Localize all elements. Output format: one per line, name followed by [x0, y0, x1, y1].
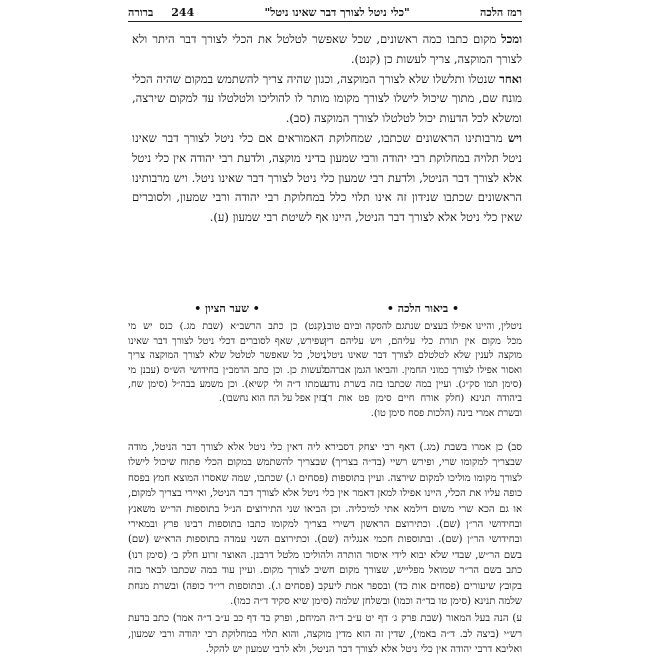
main-text: [132, 30, 522, 228]
header-rule: [128, 21, 522, 22]
biur-halacha-column: [324, 302, 522, 421]
shaar-hatziyun-column: [128, 302, 326, 407]
footnote: ע) הנה בעל המאור (שבת פרק ג׳ דף יט ע״ב ד״ה המיחם, ופרק בד דף כב ע״ב ד״ה אמר) כתב בדעת רש״י (ביצה לב. ד״ה באמי), שדין זה הוא מדין מוקצה, והוא תלוי במחלוקת רבי יהודה ורבי שמעון, ואליבא דרבי יהודה אין כלי ניטל אלא לצורך דבר הניטל, ולא לרבי שמעון יש להקל.: [128, 613, 522, 656]
paragraph-text: מרבותינו הראשונים שכתבו, שמחלוקת האמוראים אם כלי ניטל לצורך דבר שאינו ניטל תלויה במחלוקת רבי יהודה ורבי שמעון בדיני מוקצה, ולדעת רבי יהודה אין כלי ניטל אלא לצורך דבר הניטל, ולדעת רבי שמעון כלי ניטל לצורך דבר שאינו ניטל. ויש מרבותינו הראשונים שכתבו שנידון זה אינו תלוי כלל במחלוקת רבי יהודה ורבי שמעון, ולסוברים שאין כלי ניטל אלא לצורך דבר הניטל, היינו אף לשיטת רבי שמעון (ע).: [132, 130, 522, 225]
column-text: ניטלין, והיינו אפילו בעצים שנתגם להסקה וביום טוב. מכל מקום אין תורת כלי עליהם, ויש עליהם דין מוקצה לענין שלא לטלטלם לצורך דבר שאינו ניטל, ואסור אפילו לצורך כמוני החמין. והביאו הגמן אברהם (סימן תמו סק״ג). ועיין במה שכתבו בזה בשרת נודע ביהודה תנינא (חלק אורח חיים סימן פט אות ד) ובשרת אמרי בינה (הלכות פסח סימן טו).: [324, 321, 522, 419]
column-text: (קנט) כן כתב הרשב״א (שבת מג.) כנס יש מי שפירש, שאף לסוברים דכלי ניטל לצורך דבר שאינו ניטל, כל שאפשר לטלטל שלא לצורך המוקצה צריך לעשות כן. וכן כתב הרמב״ן בחידושי הש״ס (עבנן מי שמתו ד״ה ולי קשיא). וכן משמע בבה״ל (סימן שח, בזין אפל על הח הוא נחשבו).: [128, 321, 326, 405]
column-heading: • שער הציון •: [194, 302, 260, 315]
page-number: 244: [171, 5, 195, 19]
running-title: רמז הלכה: [480, 5, 522, 19]
paragraph-text: שנטלו ותלשלו שלא לצורך המוקצה, וכגון שהיה צריך להשתמש במקום שהיה הכלי מונח שם, מתוך שיכול לישלו לצורך מקומו מותר לו להוליכו ולטלטלו עד למקום שירצה, ומשלא לכל הדעות יכול לטלטלו לצורך המוקצה (סב).: [132, 71, 522, 126]
header-quote: "כלי ניטל לצורך דבר שאינו ניטל": [264, 5, 410, 19]
page-name: ברורה: [128, 5, 154, 19]
column-heading: • ביאור הלכה •: [386, 302, 460, 315]
main-paragraph: [132, 70, 522, 129]
footnotes: [128, 440, 522, 658]
footnote: סב) כן אמרו בשבת (מג.) דאף רבי יצחק דסבירא ליה דאין כלי ניטל אלא לצורך דבר הניטל, מודה שבצריך למקומו שרי, ופירש רשיי (בד״ה בצריך) שבצריך להשתמש במקום הכלי פתוח שיכול לישלו לצורך מקומו מוליכו למקום שירצה. ועיין בתוספות (פסחים ו.) שכתבו, שמה שאסרו המוצא חמץ בפסח כופה עליו את הכלי, היינו אפילו למאן דאמר אין כלי ניטל אלא לצורך דבר הניטל, ואיירי בצריך למקום, או גם הכא שרי משום דילמא אתי למיכליה. וכן הביאו שני התירוצים הנ״ל בתוספות הר״ש משאנץ ובחידושי הר״ן (שם). וכתירוצם הראשון דשירי בצריך למקומו כתבו בתוספות רבינו פרץ ובמאירי ובחידושי הר״ן (שם). ובתוספות חכמי אנגליה (שם). וכתירוצם השני עמדה בתוספות הרא״ש (שם) בשם הר״ש, שבדי שלא יבוא לידי איסור הותרה ולהוליכו מלטל דרבנן. האוצר זרוע חלק ב׳ (סימן רנו) כתב בשם הר״ר שמואל מפלייש, שצורך מקום חשיב לצורך מקום. ועיין עוד במה שכתבו לבאר בזה בקובץ שיעורים (פסחים אות כד) ובספר אמת ליעקב (פסחים ו.). ובתוספות רי״ד כופה) ובשרת מנחת שלמה תנינא (סימן טו בד״ה וכמו) ובשלחן שלמה (סימן שיא סקיד ד״ה כמו).: [128, 442, 522, 608]
lead-word: ומכל: [501, 32, 523, 46]
paragraph-text: מקום כתבו כמה ראשונים, שכל שאפשר לטלטל את הכלי לצורך דבר היתר ולא לצורך המוקצה, צריך לעשות כן (קנט).: [132, 32, 522, 66]
lead-word: ואחר: [499, 71, 522, 86]
page-header: [128, 4, 522, 20]
main-paragraph: [132, 30, 522, 70]
main-paragraph: [132, 129, 522, 228]
lead-word: ויש: [507, 130, 522, 145]
